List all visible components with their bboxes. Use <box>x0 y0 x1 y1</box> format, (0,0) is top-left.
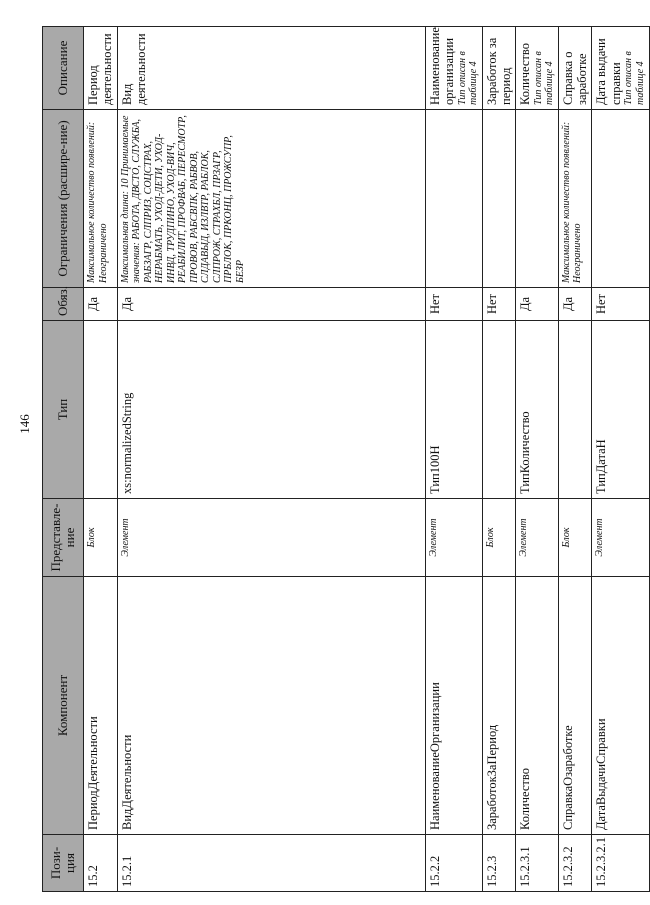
table-container <box>42 27 646 892</box>
cell-representation: Блок <box>558 499 592 577</box>
cell-description <box>425 27 482 110</box>
header-required: Обяз. <box>43 288 84 321</box>
cell-type: ТипДатаН <box>592 321 650 499</box>
page-number: 146 <box>17 414 32 434</box>
rotated-table-area <box>42 27 646 892</box>
cell-component: Количество <box>516 577 558 835</box>
cell-component: ДатаВыдачиСправки <box>592 577 650 835</box>
description-text: Количество <box>518 43 533 105</box>
cell-limits: Максимальное количество появлений: Неограничено <box>84 110 118 288</box>
table-row <box>516 27 558 892</box>
cell-representation: Элемент <box>516 499 558 577</box>
spec-table <box>42 26 650 892</box>
description-text: Наименование организации <box>427 27 457 105</box>
cell-required: Да <box>558 288 592 321</box>
header-component: Компонент <box>43 577 84 835</box>
description-text: Дата выдачи справки <box>594 38 623 105</box>
cell-description <box>516 27 558 110</box>
cell-required: Нет <box>425 288 482 321</box>
table-row <box>84 27 118 892</box>
header-position: Пози-ция <box>43 835 84 892</box>
table-row <box>425 27 482 892</box>
cell-description: Заработок за период <box>482 27 516 110</box>
cell-limits <box>425 110 482 288</box>
cell-type <box>84 321 118 499</box>
cell-limits <box>592 110 650 288</box>
cell-type: ТипКоличество <box>516 321 558 499</box>
cell-component: СправкаОзаработке <box>558 577 592 835</box>
cell-type <box>482 321 516 499</box>
cell-position: 15.2.2 <box>425 835 482 892</box>
cell-type: xs:normalizedString <box>117 321 425 499</box>
header-description: Описание <box>43 27 84 110</box>
table-row <box>592 27 650 892</box>
cell-required: Да <box>84 288 118 321</box>
cell-type <box>558 321 592 499</box>
cell-representation: Элемент <box>592 499 650 577</box>
cell-description: Вид деятельности <box>117 27 425 110</box>
cell-position: 15.2.3 <box>482 835 516 892</box>
header-type: Тип <box>43 321 84 499</box>
cell-required: Да <box>516 288 558 321</box>
cell-type: Тип100Н <box>425 321 482 499</box>
cell-position: 15.2.3.2.1 <box>592 835 650 892</box>
cell-representation: Элемент <box>117 499 425 577</box>
cell-component: ЗаработокЗаПериод <box>482 577 516 835</box>
description-note: Тип описан в таблице 4 <box>532 51 556 105</box>
cell-component: ПериодДеятельности <box>84 577 118 835</box>
cell-component: НаименованиеОрганизации <box>425 577 482 835</box>
cell-description: Период деятельности <box>84 27 118 110</box>
cell-limits <box>516 110 558 288</box>
cell-limits: Максимальная длина: 10 Принимаемые значения: РАБОТА, ДВСТО, СЛУЖБА, РАБЗАГР, СЛПРИЗ, СОЦСТРАХ, НЕРАБМАТЬ, УХОД-ДЕТИ, УХОД-ИНВД, ТРУДПИНО, УХОД-ВИЧ, РЕАБИЛИТ, ПРОФВАБ, ПЕРЕСМОТР, ПРОВОВ, РАБСВПК, РАБВОВ, СЛДАВЫД, ИЗЛВТР, РАБЛОК, СЛПРОЖ, СТРАХБЛ, ПРЗАГР, ПРБЛОК, ПРКОНЦ, ПРОЖСУПР, БЕЗР <box>117 110 425 288</box>
cell-representation: Блок <box>482 499 516 577</box>
cell-position: 15.2.3.2 <box>558 835 592 892</box>
table-row <box>482 27 516 892</box>
cell-limits: Максимальное количество появлений: Неограничено <box>558 110 592 288</box>
cell-limits <box>482 110 516 288</box>
table-row <box>117 27 425 892</box>
cell-description <box>592 27 650 110</box>
header-row <box>43 27 84 892</box>
cell-required: Нет <box>482 288 516 321</box>
cell-representation: Элемент <box>425 499 482 577</box>
description-note: Тип описан в таблице 4 <box>456 51 479 105</box>
cell-representation: Блок <box>84 499 118 577</box>
cell-position: 15.2.3.1 <box>516 835 558 892</box>
cell-position: 15.2.1 <box>117 835 425 892</box>
cell-description: Справка о заработке <box>558 27 592 110</box>
header-limits: Ограничения (расшире-ние) <box>43 110 84 288</box>
header-representation: Представле-ние <box>43 499 84 577</box>
cell-required: Да <box>117 288 425 321</box>
description-note: Тип описан в таблице 4 <box>623 51 646 105</box>
cell-position: 15.2 <box>84 835 118 892</box>
cell-component: ВидДеятельности <box>117 577 425 835</box>
cell-required: Нет <box>592 288 650 321</box>
table-row <box>558 27 592 892</box>
